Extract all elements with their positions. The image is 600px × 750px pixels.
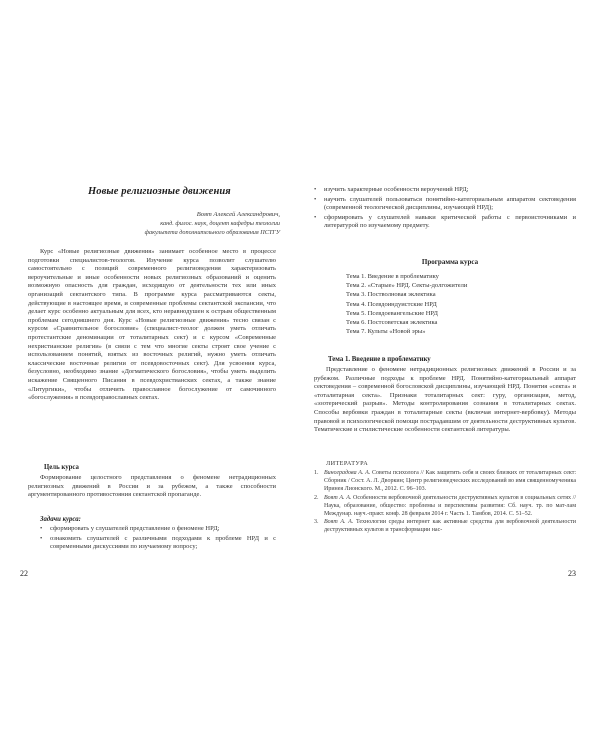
literature-text: Технологии среды интернет как активные средства для вербовочной деятельности деструктивных культов и трансформации нас- — [324, 519, 576, 534]
topics-list — [346, 272, 467, 336]
tasks-heading: Задачи курса: — [40, 516, 81, 523]
intro-paragraph: Курс «Новые религиозные движения» занимает особенное место в процессе подготовки специалистов-теологов. Изучение курса позволит слушателю самостоятельно с позиций современного религиоведения характеризовать вероучительные и иные особенности новых религиозных образований и оценить возможную опасность для граждан, исходящую от деятельности тех или иных организаций сектантского типа. В программе курса рассматриваются секты, действующие в настоящее время, и современные проблемы сектантской экспансии, что делает курс особенно актуальным для всех, кто неравнодушен к острым общественным проблемам сегодняшнего дня. Курс «Новые религиозные движения» тесно связан с курсом «Сравнительное богословие» (специалист-теолог должен уметь отличать протестантские деноминации от тоталитарных сект) и с курсом «Современные нехристианские религии» (в связи с тем что многие секты строят свое учение с использованием понятий, взятых из восточных религий, нужно уметь отличать классические восточные религии от псевдовосточных сект). Для усвоения курса, безусловно, необходимо знание «Догматического богословия», чтобы уметь выделить искажение Священного Писания в псевдохристианских сектах, а также знание «Литургики», чтобы отличить православное богослужение от самочинного «богослужения» в псевдоправославных сектах. — [28, 248, 276, 402]
right-page — [300, 0, 600, 750]
list-item: • научить слушателей пользоваться понятийно-категориальным аппаратом сектоведения (современной теологической дисциплины, изучающей НРД); — [314, 196, 576, 213]
topic1-paragraph: Представление о феномене нетрадиционных религиозных движений в России и за рубежом. Различные подходы к проблеме НРД. Понятийно-категориальный аппарат сектоведения – современной богословской дисциплины, изучающей НРД. Понятия «секта» и «тоталитарная секта». Признаки тоталитарных сект: гуру, организация, метод, «эзотерический разрыв». Методы контролирования сознания в тоталитарных сектах. Способы вербовки граждан в тоталитарные секты (включая интернет-вербовку). Методы правовой и психологической помощи пострадавшим от деятельности деструктивных культов. Тематические и стилистические особенности сектантской литературы. — [314, 366, 576, 434]
topic-item: Тема 3. Постволновая эклектика — [346, 291, 436, 299]
list-item: • ознакомить слушателей с различными подходами к проблеме НРД и с современными дискуссиями по изучаемому вопросу; — [40, 535, 276, 552]
literature-text: Советы психолога // Как защитить себя и своих близких от тоталитарных сект: Сборник / Сост. А. Л. Дворкин; Центр религиоведческих исследований во имя священномученика Иринея Лионского. М., 2012. С. 96–103. — [324, 470, 577, 492]
aim-heading: Цель курса — [44, 464, 79, 471]
literature-item — [314, 470, 576, 494]
topic-item: Тема 4. Псевдоиндуистские НРД — [346, 300, 437, 308]
literature-item — [314, 519, 576, 535]
aim-paragraph: Формирование целостного представления о феномене нетрадиционных религиозных движений в России и за рубежом, а также способности аргументированного противостояния сектантской пропаганде. — [28, 474, 276, 499]
program-title: Программа курса — [421, 258, 479, 266]
tasks-list — [40, 525, 276, 553]
literature-author: Виноградова А. А. — [324, 470, 371, 476]
literature-text: Особенности вербовочной деятельности деструктивных культов в социальных сетях // Наука, образование, общество: проблемы и перспективы развития: Сб. науч. тр. по мат-лам Междунар. науч.-практ. конф. 28 февраля 2014 г. Часть 1. Тамбов, 2014. С. 51–52. — [324, 494, 576, 517]
topic-item: Тема 6. Постсоветская эклектика — [346, 319, 438, 327]
literature-number: 2. — [314, 494, 319, 501]
aim-text — [28, 474, 276, 500]
author-block — [40, 210, 280, 238]
author-faculty: факультета дополнительного образования ПСТГУ — [144, 229, 280, 237]
intro-text — [28, 248, 276, 403]
list-item: • сформировать у слушателей представление о феномене НРД; — [40, 525, 276, 534]
course-title: Новые религиозные движения — [88, 186, 231, 197]
topic-item: Тема 2. «Старые» НРД. Секты-долгожители — [346, 282, 468, 290]
list-item: • сформировать у слушателей навыки критической работы с первоисточниками и литературой по изучаемому предмету. — [314, 214, 576, 231]
tasks-list-continued — [314, 186, 576, 232]
topic1-heading: Тема 1. Введение в проблематику — [328, 356, 431, 363]
literature-heading: ЛИТЕРАТУРА — [326, 460, 369, 467]
literature-item — [314, 495, 576, 519]
page-number-right: 23 — [568, 569, 576, 578]
page-number-left: 22 — [20, 569, 28, 578]
topic-item: Тема 7. Культы «Новой эры» — [346, 328, 426, 336]
topic-item: Тема 5. Псевдоевангельские НРД — [346, 309, 438, 317]
literature-list — [314, 470, 576, 536]
literature-author: Воят А. А. — [324, 519, 354, 526]
literature-number: 1. — [314, 470, 319, 476]
list-item: • изучить характерные особенности вероучений НРД; — [314, 186, 576, 195]
topic-item: Тема 1. Введение в проблематику — [346, 273, 439, 280]
author-name: Воят Алексей Александрович, — [196, 211, 280, 218]
topic1-text — [314, 366, 576, 435]
literature-number: 3. — [314, 519, 319, 526]
literature-author: Воят А. А. — [324, 494, 352, 501]
author-position: канд. филос. наук, доцент кафедры теологии — [160, 220, 280, 228]
